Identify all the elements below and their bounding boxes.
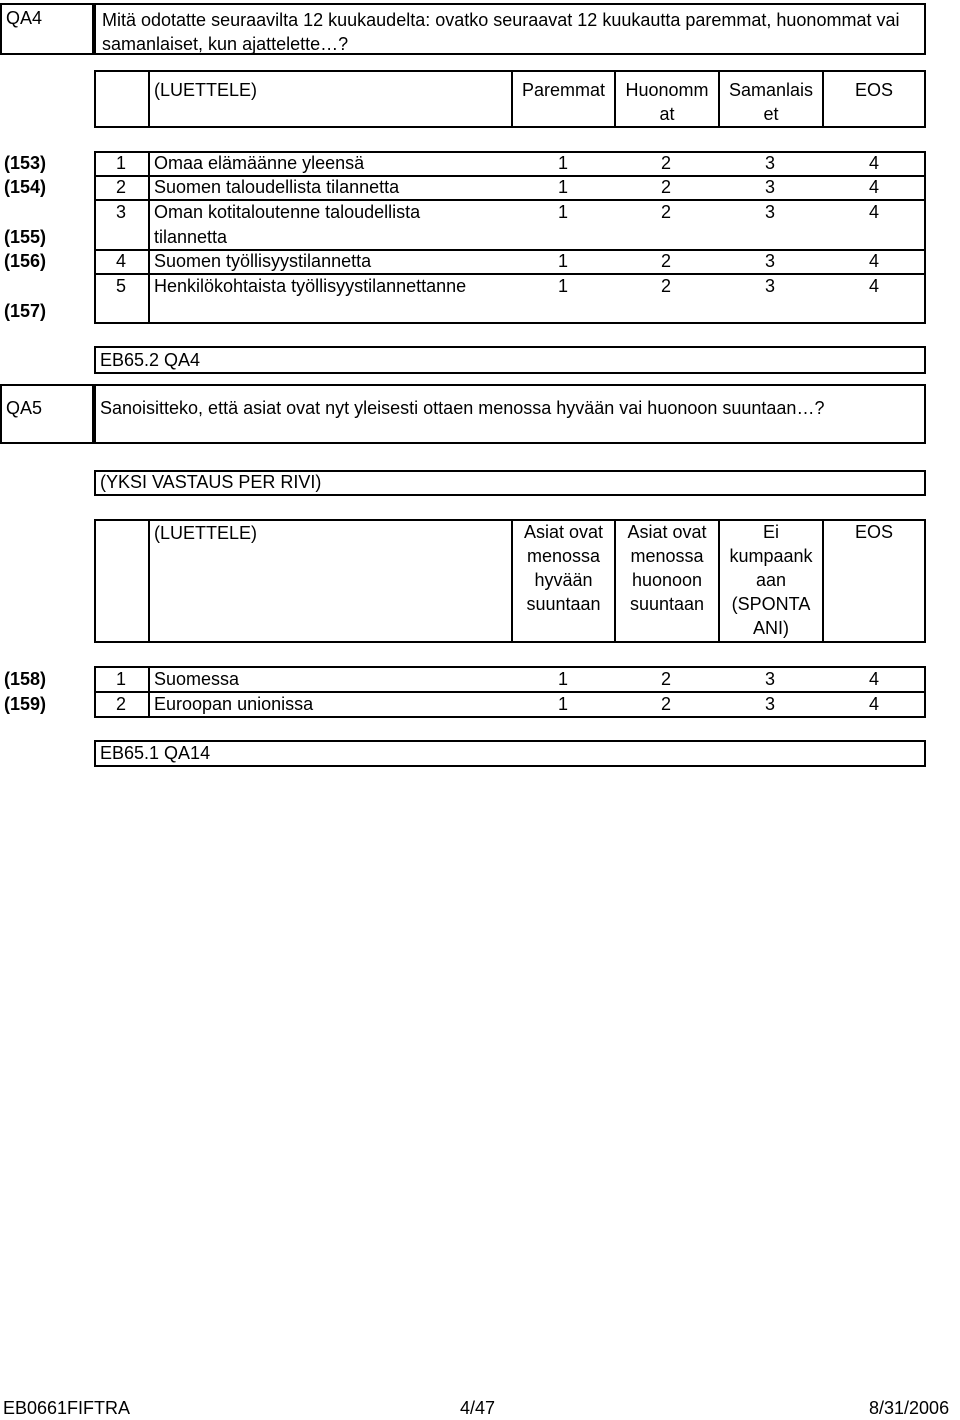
qa4-header-paremmat: Paremmat <box>521 80 606 100</box>
option-3[interactable]: 3 <box>764 177 775 197</box>
qa4-row-number: 1 <box>115 153 126 173</box>
qa5-header-luettele: (LUETTELE) <box>154 523 258 543</box>
qa5-row-number: 2 <box>115 694 126 714</box>
qa5-header-ei: Ei kumpaank aan (SPONTA ANI) <box>729 522 813 638</box>
option-3[interactable]: 3 <box>764 153 775 173</box>
qa4-row-number: 2 <box>115 177 126 197</box>
qa4-row-label: Omaa elämäänne yleensä <box>154 153 365 173</box>
qa4-header-luettele: (LUETTELE) <box>154 80 258 100</box>
option-1[interactable]: 1 <box>557 177 568 197</box>
qa5-header-huonoon: Asiat ovat menossa huonoon suuntaan <box>627 522 707 614</box>
qa4-row-id: (155) <box>4 227 47 247</box>
option-4[interactable]: 4 <box>868 251 879 271</box>
qa5-code: QA5 <box>6 398 43 418</box>
qa4-row-label-cont: tilannetta <box>154 227 228 247</box>
qa4-row-id: (154) <box>4 177 47 197</box>
qa4-header-eos: EOS <box>854 80 893 100</box>
qa5-row-label: Euroopan unionissa <box>154 694 314 714</box>
qa4-code: QA4 <box>6 8 43 28</box>
qa4-row-id: (157) <box>4 301 47 321</box>
qa5-source-box <box>94 740 926 767</box>
option-3[interactable]: 3 <box>764 202 775 222</box>
qa4-row-label: Oman kotitaloutenne taloudellista <box>154 202 421 222</box>
footer-date: 8/31/2006 <box>869 1398 950 1418</box>
qa4-row-label: Suomen työllisyystilannetta <box>154 251 372 271</box>
qa4-header-huonommat: Huonomm at <box>625 80 709 124</box>
option-3[interactable]: 3 <box>764 276 775 296</box>
option-1[interactable]: 1 <box>557 202 568 222</box>
qa5-row-id: (158) <box>4 669 47 689</box>
qa4-row-id: (156) <box>4 251 47 271</box>
qa4-row-number: 5 <box>115 276 126 296</box>
option-2[interactable]: 2 <box>660 153 671 173</box>
footer-doc-id: EB0661FIFTRA <box>3 1398 131 1418</box>
qa5-instruction: (YKSI VASTAUS PER RIVI) <box>100 472 322 492</box>
option-3[interactable]: 3 <box>764 694 775 714</box>
option-2[interactable]: 2 <box>660 276 671 296</box>
option-2[interactable]: 2 <box>660 177 671 197</box>
qa4-row-id: (153) <box>4 153 47 173</box>
qa5-row-id: (159) <box>4 694 47 714</box>
option-4[interactable]: 4 <box>868 669 879 689</box>
qa4-row-label: Henkilökohtaista työllisyystilannettanne <box>154 276 467 296</box>
option-2[interactable]: 2 <box>660 202 671 222</box>
option-4[interactable]: 4 <box>868 694 879 714</box>
option-1[interactable]: 1 <box>557 276 568 296</box>
option-2[interactable]: 2 <box>660 669 671 689</box>
option-4[interactable]: 4 <box>868 276 879 296</box>
qa4-source: EB65.2 QA4 <box>100 350 201 370</box>
qa4-row-label: Suomen taloudellista tilannetta <box>154 177 400 197</box>
qa4-header-samanlaiset: Samanlais et <box>728 80 814 124</box>
footer-page-number: 4/47 <box>460 1398 496 1418</box>
qa5-header-eos: EOS <box>854 522 893 542</box>
qa5-row-number: 1 <box>115 669 126 689</box>
qa4-row-number: 4 <box>115 251 126 271</box>
option-3[interactable]: 3 <box>764 251 775 271</box>
option-1[interactable]: 1 <box>557 694 568 714</box>
option-4[interactable]: 4 <box>868 177 879 197</box>
option-1[interactable]: 1 <box>557 669 568 689</box>
option-2[interactable]: 2 <box>660 694 671 714</box>
option-1[interactable]: 1 <box>557 153 568 173</box>
option-4[interactable]: 4 <box>868 153 879 173</box>
qa5-question: Sanoisitteko, että asiat ovat nyt yleisesti ottaen menossa hyvään vai huonoon suuntaan…? <box>100 398 825 418</box>
qa5-row-label: Suomessa <box>154 669 240 689</box>
qa4-row-number: 3 <box>115 202 126 222</box>
qa5-header-hyvaan: Asiat ovat menossa hyvään suuntaan <box>523 522 604 614</box>
qa4-question: Mitä odotatte seuraavilta 12 kuukaudelta: ovatko seuraavat 12 kuukautta paremmat, huonommat vai samanlaiset, kun ajattelette…? <box>102 10 900 54</box>
option-2[interactable]: 2 <box>660 251 671 271</box>
option-1[interactable]: 1 <box>557 251 568 271</box>
option-4[interactable]: 4 <box>868 202 879 222</box>
option-3[interactable]: 3 <box>764 669 775 689</box>
qa4-source-box <box>94 346 926 374</box>
qa5-source: EB65.1 QA14 <box>100 743 211 763</box>
